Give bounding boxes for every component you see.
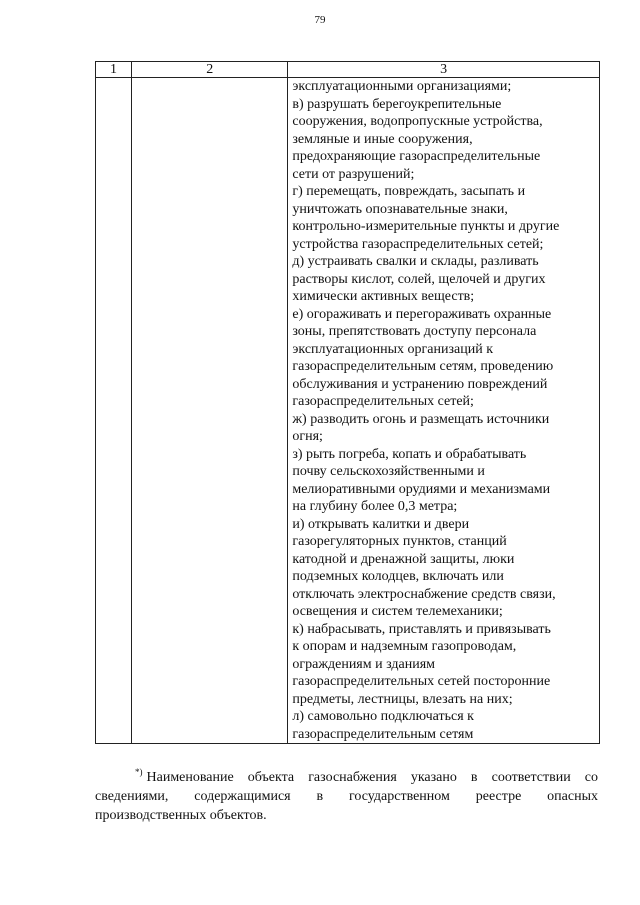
text-line: з) рыть погреба, копать и обрабатывать (292, 446, 527, 462)
text-line: химически активных веществ; (292, 289, 475, 304)
text-line: ж) разводить огонь и размещать источники (292, 411, 550, 427)
footnote-marker: *) (135, 767, 143, 777)
text-line: растворы кислот, солей, щелочей и других (292, 271, 546, 287)
text-line: к) набрасывать, приставлять и привязывать (292, 621, 551, 637)
text-line: эксплуатационными организациями; (292, 79, 512, 94)
column-header-3: 3 (288, 62, 600, 78)
text-line: зоны, препятствовать доступу персонала (292, 324, 537, 339)
text-line: подземных колодцев, включать или (292, 569, 504, 584)
text-line: газораспределительных сетей; (292, 394, 474, 409)
table-cell-column-2 (132, 78, 288, 744)
footnote-line: производственных объектов. (95, 808, 267, 823)
text-line: е) огораживать и перегораживать охранные (292, 306, 552, 322)
page-number: 79 (314, 14, 326, 26)
footnote (95, 763, 598, 825)
text-line: предохраняющие газораспределительные (292, 149, 541, 164)
text-line: к опорам и надземным газопроводам, (292, 639, 517, 654)
text-line: в) разрушать берегоукрепительные (292, 96, 502, 112)
text-line: газораспределительным сетям (292, 726, 474, 742)
table-header-row (96, 62, 600, 78)
text-line: газораспределительным сетям, проведению (292, 359, 554, 374)
table-cell-column-1 (96, 78, 132, 744)
text-line: обслуживания и устранению повреждений (292, 376, 548, 392)
text-line: предметы, лестницы, влезать на них; (292, 691, 513, 707)
text-line: огня; (292, 429, 323, 444)
table-row (96, 78, 600, 744)
table-cell-column-3 (288, 78, 600, 744)
text-line: отключать электроснабжение средств связи, (292, 586, 556, 602)
text-line: д) устраивать свалки и склады, разливать (292, 254, 539, 269)
text-line: эксплуатационных организаций к (292, 341, 494, 357)
text-line: катодной и дренажной защиты, люки (292, 551, 515, 567)
text-line: земляные и иные сооружения, (292, 131, 473, 147)
footnote-line: сведениями, содержащимися в государственном реестре опасных (95, 789, 598, 804)
text-line: устройства газораспределительных сетей; (292, 236, 544, 252)
restrictions-text (288, 78, 599, 743)
footnote-line: *) Наименование объекта газоснабжения указано в соответствии со (135, 767, 598, 785)
text-line: л) самовольно подключаться к (292, 709, 474, 724)
text-line: газораспределительных сетей посторонние (292, 674, 551, 689)
text-line: освещения и систем телемеханики; (292, 604, 503, 619)
column-header-2: 2 (132, 62, 288, 78)
text-line: на глубину более 0,3 метра; (292, 499, 458, 514)
text-line: и) открывать калитки и двери (292, 516, 470, 532)
text-line: контрольно-измерительные пункты и другие (292, 219, 560, 234)
text-line: г) перемещать, повреждать, засыпать и (292, 184, 526, 199)
text-line: сооружения, водопропускные устройства, (292, 114, 543, 129)
text-line: мелиоративными орудиями и механизмами (292, 481, 551, 497)
column-header-1: 1 (96, 62, 132, 78)
text-line: газорегуляторных пунктов, станций (292, 534, 507, 549)
text-line: почву сельскохозяйственными и (292, 464, 485, 479)
document-table (95, 61, 600, 744)
text-line: уничтожать опознавательные знаки, (292, 201, 508, 217)
text-line: ограждениям и зданиям (292, 656, 435, 672)
text-line: сети от разрушений; (292, 166, 415, 182)
